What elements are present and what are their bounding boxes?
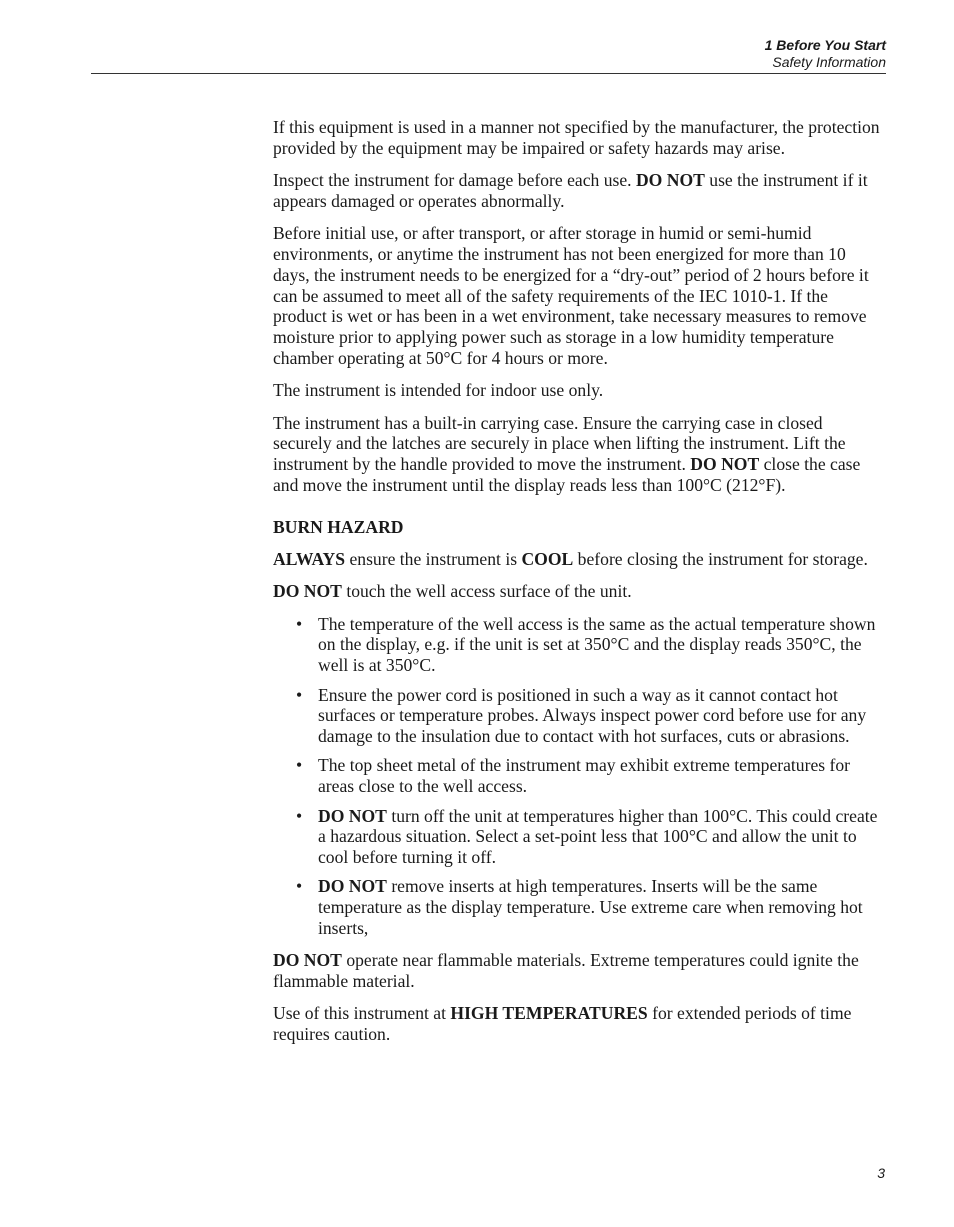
emphasis: COOL (521, 549, 574, 570)
text: use the instrument if it appears damaged or operates abnormally. (273, 170, 868, 211)
emphasis: DO NOT (318, 876, 387, 897)
text: Ensure the power cord is positioned in such a way as it cannot contact hot surfaces or temperature probes. Always inspect power cord before use for any damage to the insulation due to contact with hot surfaces, cuts or abrasions. (318, 684, 867, 747)
paragraph-flammable (273, 950, 885, 992)
emphasis: DO NOT (273, 950, 342, 971)
text: before closing the instrument for storage. (573, 549, 868, 570)
text: for extended periods of time requires caution. (273, 1003, 852, 1045)
text: turn off the unit at temperatures higher than 100°C. This could create a hazardous situation. Select a set-point less that 100°C and allow the unit to cool before turning it off. (318, 805, 878, 868)
emphasis: DO NOT (635, 170, 705, 191)
text: remove inserts at high temperatures. Inserts will be the same temperature as the display temperature. Use extreme care when removing hot inserts, (318, 876, 863, 938)
chapter-title: 1 Before You Start (764, 37, 886, 53)
running-header (765, 37, 886, 71)
bullet-icon: • (296, 805, 303, 826)
paragraph-dry-out: Before initial use, or after transport, or after storage in humid or semi-humid environments, or anytime the instrument has not been energized for more than 10 days, the instrument needs to be energized for a “dry-out” period of 2 hours before it can be assumed to meet all of the safety requirements of the IEC 1010-1. If the product is wet or has been in a wet environment, take necessary measures to remove moisture prior to applying power such as storage in a low humidity temperature chamber operating at 50°C for 4 hours or more. (273, 223, 869, 368)
paragraph-do-not-touch (273, 581, 885, 602)
header-rule (91, 73, 886, 74)
burn-hazard-heading: BURN HAZARD (273, 516, 404, 537)
text: Inspect the instrument for damage before each use. (273, 170, 636, 191)
bullet-icon: • (296, 755, 303, 776)
list-item (296, 805, 885, 868)
emphasis: DO NOT (273, 581, 342, 602)
paragraph-misuse: If this equipment is used in a manner not specified by the manufacturer, the protection provided by the equipment may be impaired or safety hazards may arise. (273, 117, 880, 158)
page-body (273, 117, 885, 1056)
emphasis: HIGH TEMPERATURES (450, 1003, 648, 1024)
text: Use of this instrument at (273, 1003, 451, 1024)
text: The instrument has a built-in carrying case. Ensure the carrying case in closed securely and the latches are securely in place when lifting the instrument. Lift the instrument by the handle provided to move the instrument. (273, 412, 846, 475)
emphasis: ALWAYS (273, 549, 346, 570)
list-item (296, 684, 885, 747)
section-title: Safety Information (772, 54, 886, 70)
list-item (296, 876, 885, 938)
emphasis: DO NOT (690, 454, 760, 475)
bullet-icon: • (296, 684, 303, 705)
text: operate near flammable materials. Extreme temperatures could ignite the flammable material. (273, 950, 859, 992)
text: The top sheet metal of the instrument may exhibit extreme temperatures for areas close to the well access. (318, 755, 851, 797)
hazard-list (273, 614, 885, 939)
paragraph-inspect (273, 170, 885, 212)
paragraph-indoor: The instrument is intended for indoor use only. (273, 380, 604, 401)
text: close the case and move the instrument until the display reads less than 100°C (212°F). (273, 454, 861, 495)
list-item (296, 755, 885, 797)
paragraph-carrying-case (273, 413, 885, 496)
list-item (296, 613, 885, 676)
emphasis: DO NOT (318, 805, 387, 826)
page-number: 3 (877, 1165, 885, 1181)
text: ensure the instrument is (345, 549, 522, 570)
bullet-icon: • (296, 876, 303, 897)
paragraph-high-temperatures (273, 1003, 885, 1045)
paragraph-cool (273, 549, 885, 570)
text: The temperature of the well access is the same as the actual temperature shown on the display, e.g. if the unit is set at 350°C and the display reads 350°C, the well is at 350°C. (318, 613, 876, 676)
bullet-icon: • (296, 613, 303, 634)
text: touch the well access surface of the unit. (341, 581, 632, 602)
